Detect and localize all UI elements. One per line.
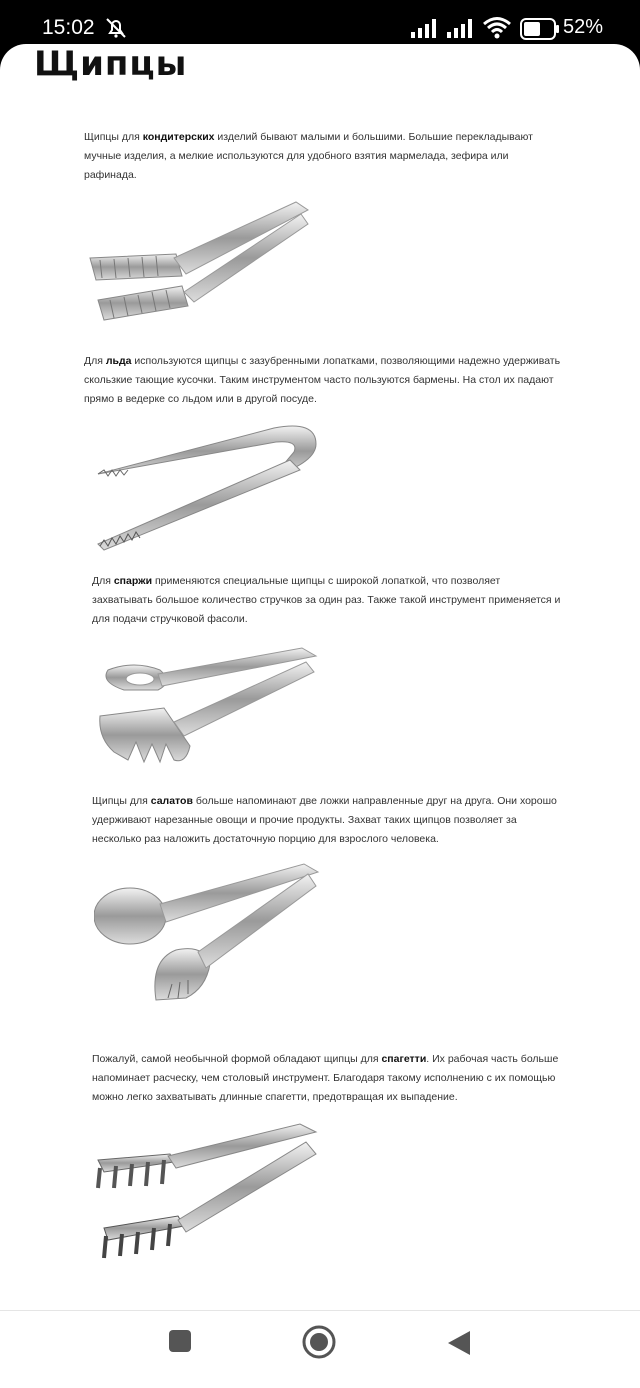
- battery-icon: [520, 18, 560, 40]
- section-3-text: Для спаржи применяются специальные щипцы с широкой лопаткой, что позволяет захватывать большое количество стручков за один раз. Также такой инструмент применяется и для подачи стручковой фасоли.: [92, 575, 561, 625]
- home-button[interactable]: [302, 1325, 336, 1359]
- salad-tongs-image: [94, 860, 324, 1002]
- confectionery-tongs-image: [86, 196, 316, 336]
- mute-icon: [102, 14, 130, 42]
- recent-apps-button[interactable]: [168, 1329, 192, 1353]
- section-5-text: Пожалуй, самой необычной формой обладают щипцы для спагетти. Их рабочая часть больше напоминает расческу, чем столовый инструмент. Благодаря такому исполнению с их помощью можно легко захватывать длинные спагетти, предотвращая их выпадение.: [92, 1053, 559, 1103]
- asparagus-tongs-image: [94, 642, 324, 772]
- content-sheet: [0, 44, 640, 1310]
- status-time: 15:02: [42, 16, 95, 39]
- page-title: Щипцы: [34, 44, 188, 84]
- section-4-text: Щипцы для салатов больше напоминают две ложки направленные друг на друга. Они хорошо удерживают нарезанные овощи и прочие продукты. Захват таких щипцов позволяет за несколько раз наложить достаточную порцию для взрослого человека.: [92, 795, 557, 845]
- back-button[interactable]: [446, 1329, 472, 1357]
- spaghetti-tongs-image: [94, 1120, 324, 1266]
- signal-icon: [410, 18, 440, 38]
- ice-tongs-image: [94, 422, 324, 552]
- navigation-bar: [0, 1310, 640, 1388]
- section-2-text: Для льда используются щипцы с зазубренными лопатками, позволяющими надежно удерживать скользкие тающие кусочки. Таким инструментом часто пользуются бармены. На стол их падают прямо в ведерке со льдом или в другой посуде.: [84, 355, 561, 405]
- battery-percent: 52%: [563, 16, 604, 38]
- signal-icon-2: [446, 18, 476, 38]
- section-1-text: Щипцы для кондитерских изделий бывают малыми и большими. Большие перекладывают мучные изделия, а мелкие используются для удобного взятия мармелада, зефира или рафинада.: [84, 131, 533, 181]
- wifi-icon: [482, 16, 512, 40]
